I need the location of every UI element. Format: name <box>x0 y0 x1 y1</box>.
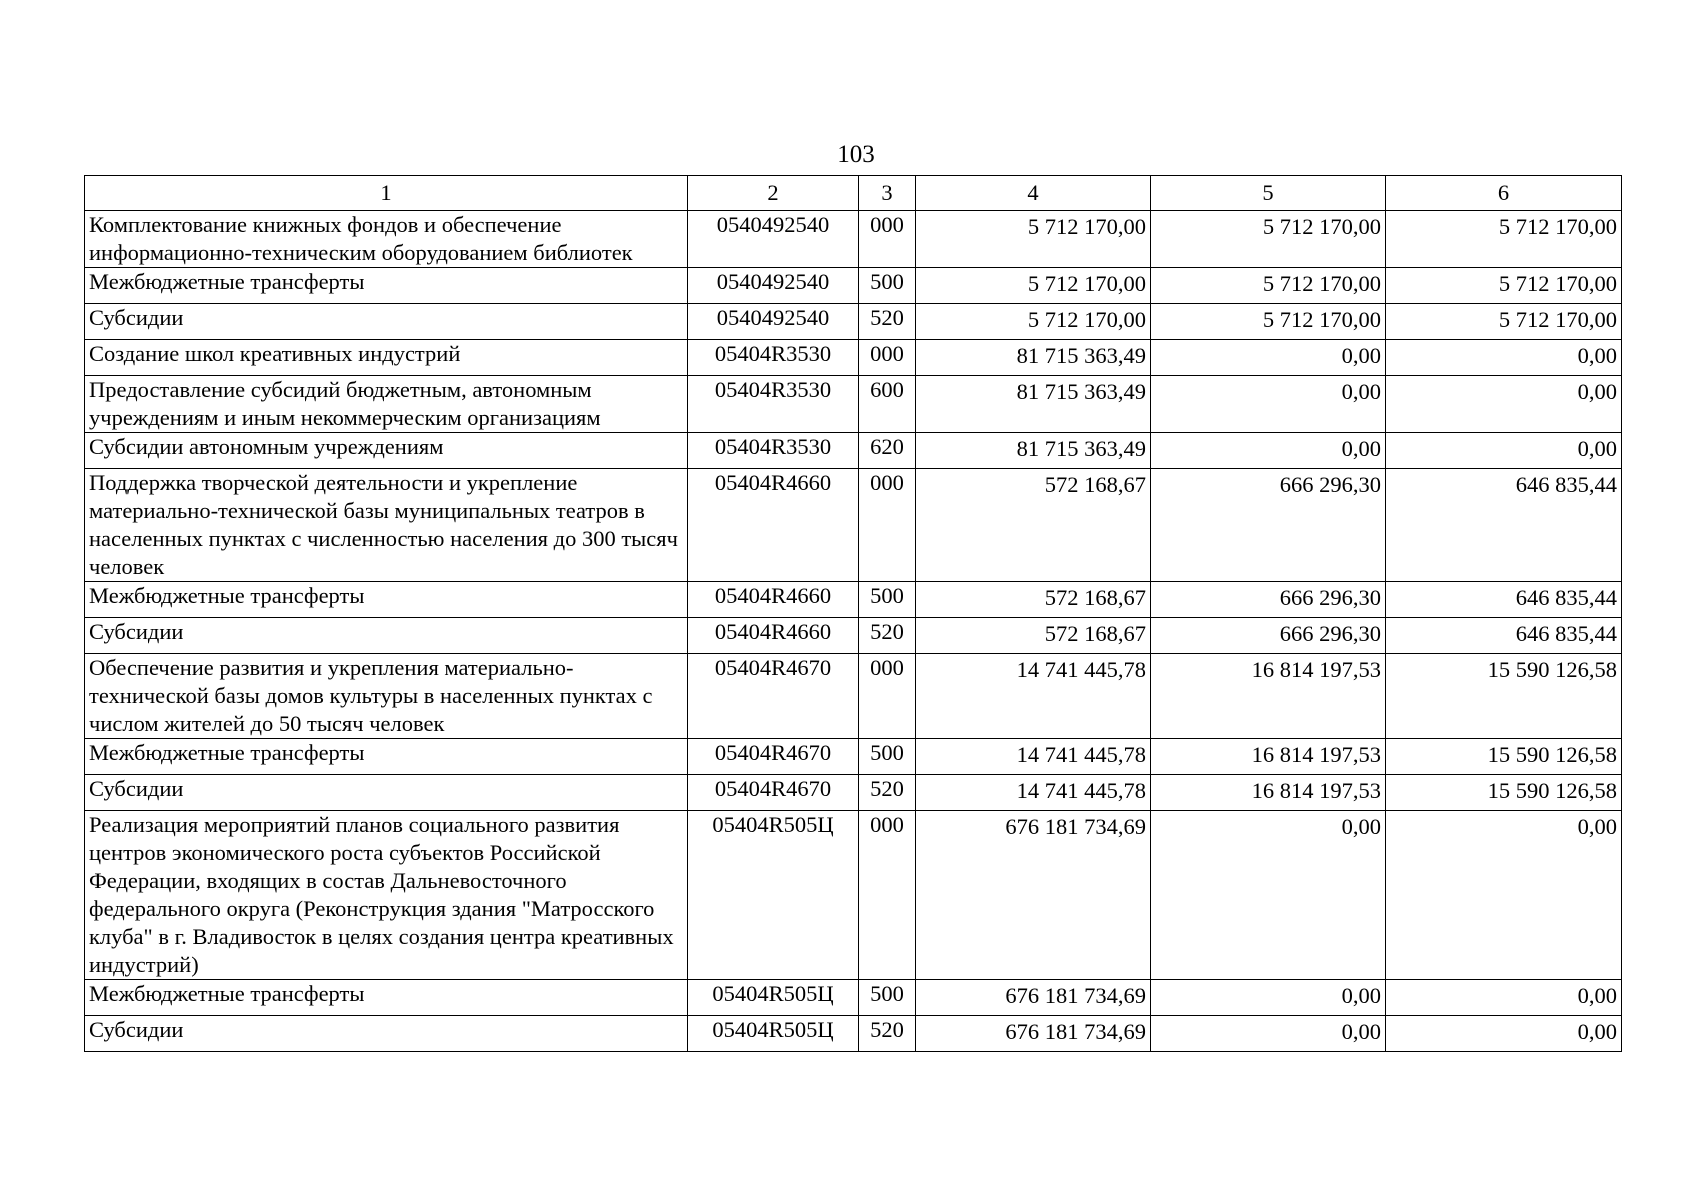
row-code-cell: 0540492540 <box>688 211 859 268</box>
row-value-col6: 15 590 126,58 <box>1386 775 1622 811</box>
row-value-col4: 676 181 734,69 <box>916 1016 1151 1052</box>
row-code-cell: 05404R3530 <box>688 376 859 433</box>
row-code-cell: 05404R505Ц <box>688 980 859 1016</box>
row-type-cell: 000 <box>859 811 916 980</box>
row-value-col4: 5 712 170,00 <box>916 304 1151 340</box>
row-value-col5: 5 712 170,00 <box>1151 304 1386 340</box>
row-name-cell: Субсидии <box>85 775 688 811</box>
row-name-cell: Межбюджетные трансферты <box>85 980 688 1016</box>
column-header-3: 3 <box>859 176 916 211</box>
row-code-cell: 05404R4660 <box>688 582 859 618</box>
row-name-cell: Субсидии автономным учреждениям <box>85 433 688 469</box>
row-value-col5: 5 712 170,00 <box>1151 268 1386 304</box>
row-type-cell: 500 <box>859 980 916 1016</box>
row-name-cell: Создание школ креативных индустрий <box>85 340 688 376</box>
column-header-4: 4 <box>916 176 1151 211</box>
row-code-cell: 0540492540 <box>688 304 859 340</box>
row-type-cell: 500 <box>859 268 916 304</box>
row-value-col6: 15 590 126,58 <box>1386 739 1622 775</box>
row-code-cell: 05404R3530 <box>688 340 859 376</box>
row-value-col4: 572 168,67 <box>916 469 1151 582</box>
row-value-col6: 0,00 <box>1386 1016 1622 1052</box>
row-name-cell: Комплектование книжных фондов и обеспечение информационно-техническим оборудованием библиотек <box>85 211 688 268</box>
table-row <box>85 268 1622 304</box>
row-value-col5: 5 712 170,00 <box>1151 211 1386 268</box>
row-value-col5: 0,00 <box>1151 340 1386 376</box>
row-value-col6: 646 835,44 <box>1386 582 1622 618</box>
row-value-col6: 5 712 170,00 <box>1386 268 1622 304</box>
table-row <box>85 304 1622 340</box>
row-name-cell: Межбюджетные трансферты <box>85 582 688 618</box>
row-type-cell: 000 <box>859 654 916 739</box>
row-value-col6: 15 590 126,58 <box>1386 654 1622 739</box>
row-code-cell: 05404R4670 <box>688 775 859 811</box>
row-type-cell: 620 <box>859 433 916 469</box>
row-value-col4: 572 168,67 <box>916 618 1151 654</box>
row-type-cell: 600 <box>859 376 916 433</box>
row-value-col5: 16 814 197,53 <box>1151 654 1386 739</box>
row-value-col4: 81 715 363,49 <box>916 340 1151 376</box>
row-value-col4: 81 715 363,49 <box>916 376 1151 433</box>
table-body <box>85 211 1622 1052</box>
row-value-col5: 0,00 <box>1151 980 1386 1016</box>
row-value-col6: 646 835,44 <box>1386 469 1622 582</box>
budget-table <box>84 175 1622 1052</box>
table-row <box>85 980 1622 1016</box>
table-row <box>85 654 1622 739</box>
row-name-cell: Субсидии <box>85 618 688 654</box>
row-code-cell: 05404R505Ц <box>688 1016 859 1052</box>
row-name-cell: Предоставление субсидий бюджетным, автономным учреждениям и иным некоммерческим организациям <box>85 376 688 433</box>
row-name-cell: Межбюджетные трансферты <box>85 739 688 775</box>
row-value-col5: 0,00 <box>1151 433 1386 469</box>
row-type-cell: 000 <box>859 211 916 268</box>
column-header-1: 1 <box>85 176 688 211</box>
row-code-cell: 05404R505Ц <box>688 811 859 980</box>
column-header-5: 5 <box>1151 176 1386 211</box>
row-value-col5: 666 296,30 <box>1151 582 1386 618</box>
row-type-cell: 000 <box>859 469 916 582</box>
row-name-cell: Поддержка творческой деятельности и укрепление материально-технической базы муниципальных театров в населенных пунктах с численностью населения до 300 тысяч человек <box>85 469 688 582</box>
table-row <box>85 469 1622 582</box>
table-row <box>85 433 1622 469</box>
row-value-col4: 5 712 170,00 <box>916 211 1151 268</box>
row-value-col5: 16 814 197,53 <box>1151 775 1386 811</box>
table-row <box>85 582 1622 618</box>
row-value-col5: 666 296,30 <box>1151 469 1386 582</box>
table-row <box>85 340 1622 376</box>
page-number: 103 <box>837 141 875 168</box>
row-type-cell: 520 <box>859 618 916 654</box>
row-value-col4: 81 715 363,49 <box>916 433 1151 469</box>
row-name-cell: Обеспечение развития и укрепления материально-технической базы домов культуры в населенных пунктах с числом жителей до 50 тысяч человек <box>85 654 688 739</box>
column-header-6: 6 <box>1386 176 1622 211</box>
table-row <box>85 775 1622 811</box>
row-value-col5: 666 296,30 <box>1151 618 1386 654</box>
row-value-col4: 676 181 734,69 <box>916 980 1151 1016</box>
row-value-col5: 0,00 <box>1151 376 1386 433</box>
table-row <box>85 376 1622 433</box>
row-value-col4: 14 741 445,78 <box>916 775 1151 811</box>
row-value-col6: 0,00 <box>1386 376 1622 433</box>
table-row <box>85 618 1622 654</box>
row-type-cell: 520 <box>859 1016 916 1052</box>
row-value-col4: 572 168,67 <box>916 582 1151 618</box>
row-code-cell: 0540492540 <box>688 268 859 304</box>
row-value-col5: 0,00 <box>1151 811 1386 980</box>
row-type-cell: 000 <box>859 340 916 376</box>
row-code-cell: 05404R3530 <box>688 433 859 469</box>
row-value-col6: 0,00 <box>1386 433 1622 469</box>
row-value-col6: 5 712 170,00 <box>1386 304 1622 340</box>
row-value-col4: 14 741 445,78 <box>916 654 1151 739</box>
row-value-col4: 676 181 734,69 <box>916 811 1151 980</box>
row-value-col5: 16 814 197,53 <box>1151 739 1386 775</box>
table-row <box>85 1016 1622 1052</box>
row-value-col6: 0,00 <box>1386 980 1622 1016</box>
row-code-cell: 05404R4670 <box>688 739 859 775</box>
table-header-row <box>85 176 1622 211</box>
row-code-cell: 05404R4670 <box>688 654 859 739</box>
row-code-cell: 05404R4660 <box>688 469 859 582</box>
table-row <box>85 811 1622 980</box>
table-row <box>85 211 1622 268</box>
column-header-2: 2 <box>688 176 859 211</box>
row-name-cell: Межбюджетные трансферты <box>85 268 688 304</box>
row-type-cell: 500 <box>859 582 916 618</box>
row-value-col6: 0,00 <box>1386 340 1622 376</box>
row-value-col4: 5 712 170,00 <box>916 268 1151 304</box>
row-value-col6: 646 835,44 <box>1386 618 1622 654</box>
row-name-cell: Реализация мероприятий планов социального развития центров экономического роста субъектов Российской Федерации, входящих в состав Дальневосточного федерального округа (Реконструкция здания "Матросского клуба" в г. Владивосток в целях создания центра креативных индустрий) <box>85 811 688 980</box>
row-name-cell: Субсидии <box>85 1016 688 1052</box>
table-row <box>85 739 1622 775</box>
row-value-col4: 14 741 445,78 <box>916 739 1151 775</box>
row-type-cell: 520 <box>859 304 916 340</box>
row-type-cell: 500 <box>859 739 916 775</box>
row-value-col5: 0,00 <box>1151 1016 1386 1052</box>
row-value-col6: 0,00 <box>1386 811 1622 980</box>
row-name-cell: Субсидии <box>85 304 688 340</box>
row-code-cell: 05404R4660 <box>688 618 859 654</box>
row-value-col6: 5 712 170,00 <box>1386 211 1622 268</box>
row-type-cell: 520 <box>859 775 916 811</box>
